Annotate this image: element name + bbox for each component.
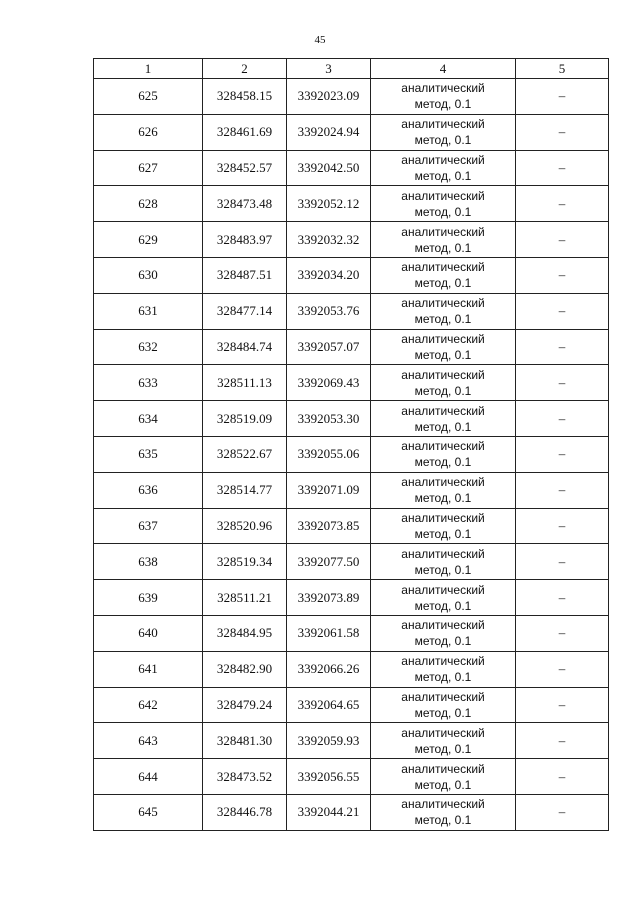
x-coordinate-cell: 328519.09 xyxy=(203,401,287,437)
point-number-cell: 627 xyxy=(94,150,203,186)
note-cell: – xyxy=(516,508,609,544)
point-number-cell: 641 xyxy=(94,651,203,687)
x-coordinate-cell: 328511.13 xyxy=(203,365,287,401)
y-coordinate-cell: 3392044.21 xyxy=(287,794,371,830)
table-row xyxy=(94,794,609,830)
method-line-2: метод, 0.1 xyxy=(414,455,472,470)
note-cell: – xyxy=(516,544,609,580)
note-cell: – xyxy=(516,615,609,651)
method-line-1: аналитический xyxy=(401,331,485,346)
method-cell xyxy=(371,544,516,580)
method-cell xyxy=(371,365,516,401)
point-number-cell: 636 xyxy=(94,472,203,508)
x-coordinate-cell: 328452.57 xyxy=(203,150,287,186)
y-coordinate-cell: 3392064.65 xyxy=(287,687,371,723)
table-row xyxy=(94,79,609,115)
table-row xyxy=(94,544,609,580)
y-coordinate-cell: 3392024.94 xyxy=(287,114,371,150)
x-coordinate-cell: 328487.51 xyxy=(203,257,287,293)
point-number-cell: 629 xyxy=(94,222,203,258)
y-coordinate-cell: 3392052.12 xyxy=(287,186,371,222)
method-line-1: аналитический xyxy=(401,296,485,311)
note-cell: – xyxy=(516,723,609,759)
x-coordinate-cell: 328477.14 xyxy=(203,293,287,329)
method-cell xyxy=(371,759,516,795)
method-cell xyxy=(371,150,516,186)
method-cell xyxy=(371,401,516,437)
table-header-row xyxy=(94,59,609,79)
point-number-cell: 628 xyxy=(94,186,203,222)
point-number-cell: 632 xyxy=(94,329,203,365)
column-header-4: 4 xyxy=(371,59,516,79)
y-coordinate-cell: 3392071.09 xyxy=(287,472,371,508)
y-coordinate-cell: 3392073.89 xyxy=(287,580,371,616)
note-cell: – xyxy=(516,329,609,365)
x-coordinate-cell: 328484.95 xyxy=(203,615,287,651)
method-line-2: метод, 0.1 xyxy=(414,777,472,792)
point-number-cell: 645 xyxy=(94,794,203,830)
method-cell xyxy=(371,79,516,115)
note-cell: – xyxy=(516,651,609,687)
y-coordinate-cell: 3392023.09 xyxy=(287,79,371,115)
point-number-cell: 644 xyxy=(94,759,203,795)
table-row xyxy=(94,257,609,293)
method-line-1: аналитический xyxy=(401,618,485,633)
point-number-cell: 635 xyxy=(94,436,203,472)
method-line-2: метод, 0.1 xyxy=(414,562,472,577)
point-number-cell: 631 xyxy=(94,293,203,329)
method-line-1: аналитический xyxy=(401,546,485,561)
method-cell xyxy=(371,615,516,651)
method-line-1: аналитический xyxy=(401,761,485,776)
method-line-2: метод, 0.1 xyxy=(414,598,472,613)
method-line-2: метод, 0.1 xyxy=(414,276,472,291)
method-line-1: аналитический xyxy=(401,510,485,525)
method-line-1: аналитический xyxy=(401,152,485,167)
point-number-cell: 640 xyxy=(94,615,203,651)
method-cell xyxy=(371,580,516,616)
y-coordinate-cell: 3392069.43 xyxy=(287,365,371,401)
method-cell xyxy=(371,114,516,150)
table-row xyxy=(94,293,609,329)
table-row xyxy=(94,150,609,186)
method-cell xyxy=(371,222,516,258)
page-number: 45 xyxy=(314,34,326,46)
y-coordinate-cell: 3392061.58 xyxy=(287,615,371,651)
table-row xyxy=(94,365,609,401)
method-cell xyxy=(371,472,516,508)
x-coordinate-cell: 328482.90 xyxy=(203,651,287,687)
x-coordinate-cell: 328461.69 xyxy=(203,114,287,150)
method-line-1: аналитический xyxy=(401,439,485,454)
method-line-1: аналитический xyxy=(401,475,485,490)
note-cell: – xyxy=(516,114,609,150)
x-coordinate-cell: 328514.77 xyxy=(203,472,287,508)
method-line-1: аналитический xyxy=(401,689,485,704)
method-line-2: метод, 0.1 xyxy=(414,491,472,506)
method-cell xyxy=(371,329,516,365)
table-row xyxy=(94,687,609,723)
method-line-1: аналитический xyxy=(401,188,485,203)
point-number-cell: 637 xyxy=(94,508,203,544)
y-coordinate-cell: 3392066.26 xyxy=(287,651,371,687)
point-number-cell: 625 xyxy=(94,79,203,115)
table-row xyxy=(94,186,609,222)
point-number-cell: 634 xyxy=(94,401,203,437)
table-row xyxy=(94,508,609,544)
x-coordinate-cell: 328511.21 xyxy=(203,580,287,616)
method-line-2: метод, 0.1 xyxy=(414,133,472,148)
method-line-1: аналитический xyxy=(401,582,485,597)
method-cell xyxy=(371,186,516,222)
y-coordinate-cell: 3392059.93 xyxy=(287,723,371,759)
table-row xyxy=(94,723,609,759)
y-coordinate-cell: 3392032.32 xyxy=(287,222,371,258)
x-coordinate-cell: 328458.15 xyxy=(203,79,287,115)
method-cell xyxy=(371,257,516,293)
column-header-3: 3 xyxy=(287,59,371,79)
x-coordinate-cell: 328520.96 xyxy=(203,508,287,544)
table-row xyxy=(94,222,609,258)
method-line-2: метод, 0.1 xyxy=(414,813,472,828)
x-coordinate-cell: 328519.34 xyxy=(203,544,287,580)
table-row xyxy=(94,401,609,437)
method-line-1: аналитический xyxy=(401,367,485,382)
method-line-2: метод, 0.1 xyxy=(414,634,472,649)
table-row xyxy=(94,615,609,651)
point-number-cell: 630 xyxy=(94,257,203,293)
method-line-2: метод, 0.1 xyxy=(414,312,472,327)
method-line-2: метод, 0.1 xyxy=(414,670,472,685)
column-header-2: 2 xyxy=(203,59,287,79)
note-cell: – xyxy=(516,79,609,115)
table-row xyxy=(94,759,609,795)
method-line-2: метод, 0.1 xyxy=(414,526,472,541)
point-number-cell: 626 xyxy=(94,114,203,150)
point-number-cell: 633 xyxy=(94,365,203,401)
note-cell: – xyxy=(516,436,609,472)
method-line-1: аналитический xyxy=(401,81,485,96)
y-coordinate-cell: 3392034.20 xyxy=(287,257,371,293)
method-line-1: аналитический xyxy=(401,260,485,275)
x-coordinate-cell: 328479.24 xyxy=(203,687,287,723)
method-line-1: аналитический xyxy=(401,725,485,740)
table-row xyxy=(94,436,609,472)
method-line-1: аналитический xyxy=(401,117,485,132)
table-row xyxy=(94,472,609,508)
y-coordinate-cell: 3392073.85 xyxy=(287,508,371,544)
coordinates-table xyxy=(93,58,609,831)
column-header-5: 5 xyxy=(516,59,609,79)
x-coordinate-cell: 328484.74 xyxy=(203,329,287,365)
method-line-1: аналитический xyxy=(401,224,485,239)
method-line-2: метод, 0.1 xyxy=(414,705,472,720)
method-line-2: метод, 0.1 xyxy=(414,240,472,255)
point-number-cell: 638 xyxy=(94,544,203,580)
x-coordinate-cell: 328446.78 xyxy=(203,794,287,830)
note-cell: – xyxy=(516,472,609,508)
x-coordinate-cell: 328522.67 xyxy=(203,436,287,472)
note-cell: – xyxy=(516,222,609,258)
y-coordinate-cell: 3392053.76 xyxy=(287,293,371,329)
x-coordinate-cell: 328481.30 xyxy=(203,723,287,759)
method-cell xyxy=(371,687,516,723)
method-cell xyxy=(371,794,516,830)
method-cell xyxy=(371,436,516,472)
table-row xyxy=(94,114,609,150)
method-cell xyxy=(371,723,516,759)
x-coordinate-cell: 328473.48 xyxy=(203,186,287,222)
x-coordinate-cell: 328473.52 xyxy=(203,759,287,795)
method-line-2: метод, 0.1 xyxy=(414,741,472,756)
method-line-2: метод, 0.1 xyxy=(414,347,472,362)
table-row xyxy=(94,329,609,365)
y-coordinate-cell: 3392077.50 xyxy=(287,544,371,580)
note-cell: – xyxy=(516,794,609,830)
method-line-2: метод, 0.1 xyxy=(414,97,472,112)
note-cell: – xyxy=(516,365,609,401)
y-coordinate-cell: 3392056.55 xyxy=(287,759,371,795)
method-cell xyxy=(371,293,516,329)
column-header-1: 1 xyxy=(94,59,203,79)
method-line-2: метод, 0.1 xyxy=(414,168,472,183)
point-number-cell: 642 xyxy=(94,687,203,723)
method-cell xyxy=(371,651,516,687)
method-line-2: метод, 0.1 xyxy=(414,204,472,219)
note-cell: – xyxy=(516,759,609,795)
note-cell: – xyxy=(516,401,609,437)
y-coordinate-cell: 3392055.06 xyxy=(287,436,371,472)
note-cell: – xyxy=(516,687,609,723)
y-coordinate-cell: 3392057.07 xyxy=(287,329,371,365)
point-number-cell: 643 xyxy=(94,723,203,759)
x-coordinate-cell: 328483.97 xyxy=(203,222,287,258)
method-line-2: метод, 0.1 xyxy=(414,383,472,398)
note-cell: – xyxy=(516,580,609,616)
y-coordinate-cell: 3392042.50 xyxy=(287,150,371,186)
method-line-1: аналитический xyxy=(401,797,485,812)
method-line-2: метод, 0.1 xyxy=(414,419,472,434)
note-cell: – xyxy=(516,150,609,186)
note-cell: – xyxy=(516,186,609,222)
method-line-1: аналитический xyxy=(401,403,485,418)
table-row xyxy=(94,651,609,687)
note-cell: – xyxy=(516,293,609,329)
note-cell: – xyxy=(516,257,609,293)
table-body xyxy=(94,79,609,831)
table-row xyxy=(94,580,609,616)
point-number-cell: 639 xyxy=(94,580,203,616)
method-line-1: аналитический xyxy=(401,654,485,669)
method-cell xyxy=(371,508,516,544)
y-coordinate-cell: 3392053.30 xyxy=(287,401,371,437)
